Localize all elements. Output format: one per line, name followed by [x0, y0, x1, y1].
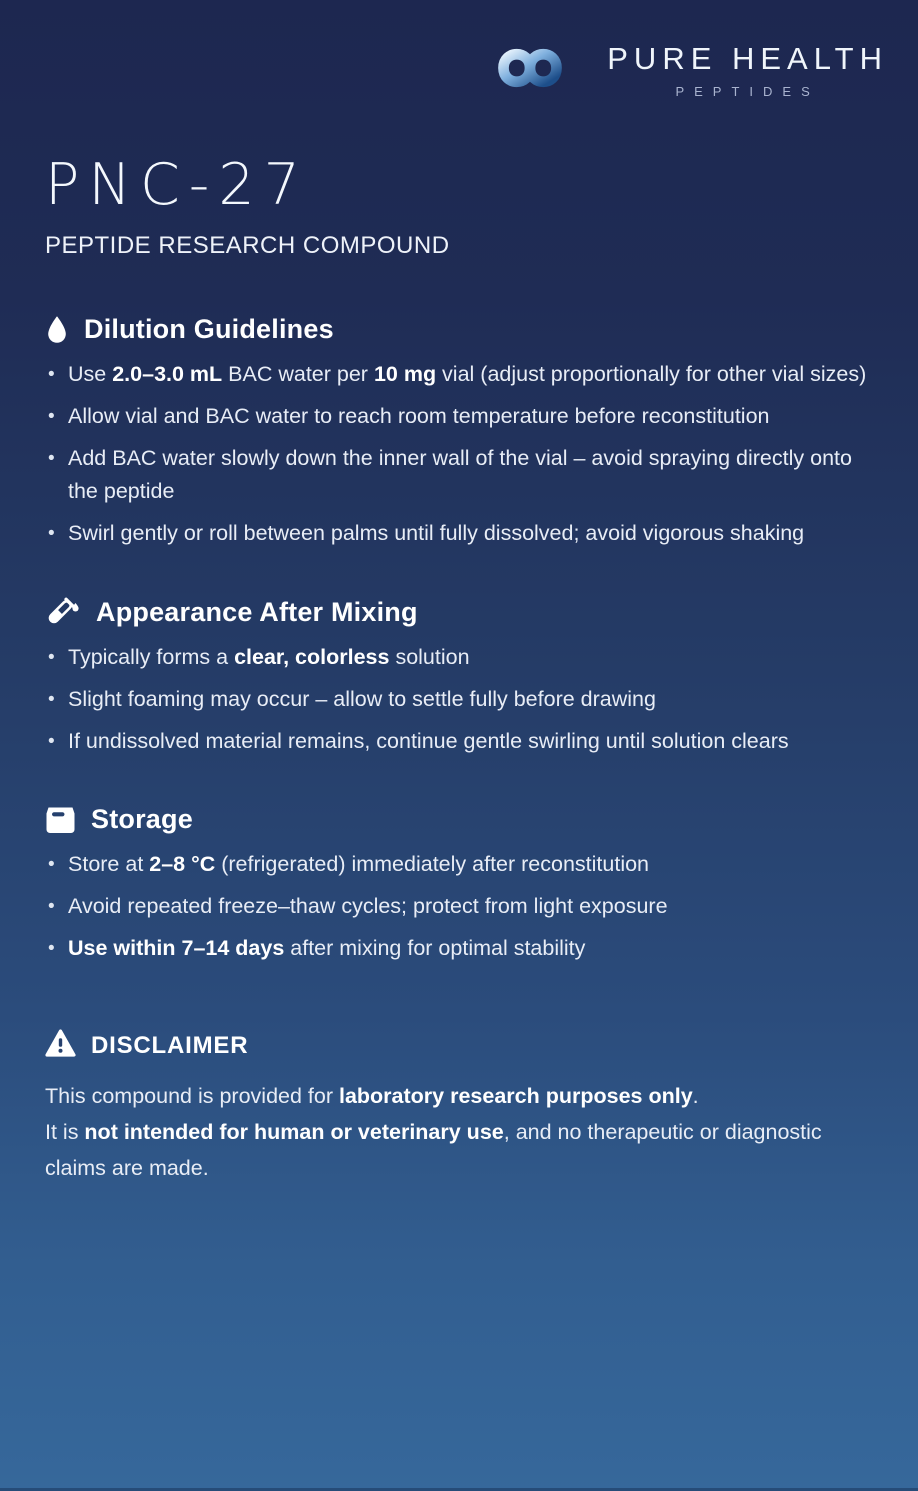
infinity-icon: [477, 37, 583, 104]
text-segment: If undissolved material remains, continue gentle swirling until solution clears: [68, 729, 789, 753]
section-heading: [45, 1029, 873, 1062]
section-appearance-after-mixing: [45, 596, 873, 758]
content: [0, 314, 918, 1186]
storage-box-icon: [45, 806, 76, 834]
bullet-item: [45, 358, 873, 391]
section-title: Dilution Guidelines: [84, 314, 334, 344]
bullet-item: [45, 890, 873, 923]
text-segment-bold: 2–8 °C: [149, 852, 216, 876]
text-segment: It is: [45, 1120, 85, 1144]
text-segment: This compound is provided for: [45, 1084, 339, 1108]
bullet-item: [45, 683, 873, 716]
text-segment-bold: 2.0–3.0 mL: [112, 362, 223, 386]
bullet-item: [45, 517, 873, 550]
text-segment: , and no therapeutic or diagnostic claims are made.: [45, 1120, 822, 1180]
text-segment: Slight foaming may occur – allow to settle fully before drawing: [68, 687, 656, 711]
bullet-item: [45, 932, 873, 965]
bullet-list: [45, 848, 873, 965]
brand-tagline: PEPTIDES: [675, 84, 820, 99]
droplet-icon: [45, 315, 69, 345]
section-title: Appearance After Mixing: [96, 596, 418, 627]
bullet-list: [45, 358, 873, 550]
test-tube-icon: [45, 596, 81, 628]
brand-header: [0, 0, 918, 116]
section-heading: [45, 596, 873, 628]
section-title: Storage: [91, 804, 193, 834]
bullet-item: [45, 725, 873, 758]
bullet-list: [45, 641, 873, 758]
bullet-item: [45, 400, 873, 433]
disclaimer-text: [45, 1078, 873, 1186]
title-block: [0, 152, 918, 260]
text-segment: .: [692, 1084, 699, 1108]
text-segment: after mixing for optimal stability: [284, 936, 586, 960]
text-segment: Allow vial and BAC water to reach room temperature before reconstitution: [68, 404, 770, 428]
text-segment: solution: [389, 645, 470, 669]
text-segment-bold: not intended for human or veterinary use: [84, 1120, 504, 1144]
product-subtitle: PEPTIDE RESEARCH COMPOUND: [45, 232, 450, 259]
text-segment: Use: [68, 362, 113, 386]
section-disclaimer: [45, 1029, 873, 1186]
text-segment-bold: clear, colorless: [234, 645, 390, 669]
text-segment-bold: Use within 7–14 days: [68, 936, 285, 960]
text-segment: Typically forms a: [68, 645, 235, 669]
text-segment: Swirl gently or roll between palms until fully dissolved; avoid vigorous shaking: [68, 521, 805, 545]
section-title: DISCLAIMER: [91, 1031, 249, 1059]
bullet-item: [45, 442, 873, 508]
brand-text: [607, 41, 888, 99]
product-title: PNC-27: [45, 152, 309, 218]
section-heading: [45, 314, 873, 345]
text-segment: Avoid repeated freeze–thaw cycles; protect from light exposure: [68, 894, 668, 918]
bullet-item: [45, 848, 873, 881]
brand-name: PURE HEALTH: [607, 41, 888, 76]
text-segment: Store at: [68, 852, 150, 876]
text-segment-bold: 10 mg: [373, 362, 437, 386]
bullet-item: [45, 641, 873, 674]
text-segment-bold: laboratory research purposes only: [338, 1084, 693, 1108]
text-segment: Add BAC water slowly down the inner wall of the vial – avoid spraying directly onto the peptide: [68, 446, 852, 503]
text-segment: BAC water per: [222, 362, 374, 386]
text-segment: vial (adjust proportionally for other vial sizes): [436, 362, 867, 386]
warning-triangle-icon: [45, 1029, 76, 1062]
section-heading: [45, 804, 873, 835]
section-storage: [45, 804, 873, 965]
section-dilution-guidelines: [45, 314, 873, 550]
text-segment: (refrigerated) immediately after reconstitution: [215, 852, 650, 876]
